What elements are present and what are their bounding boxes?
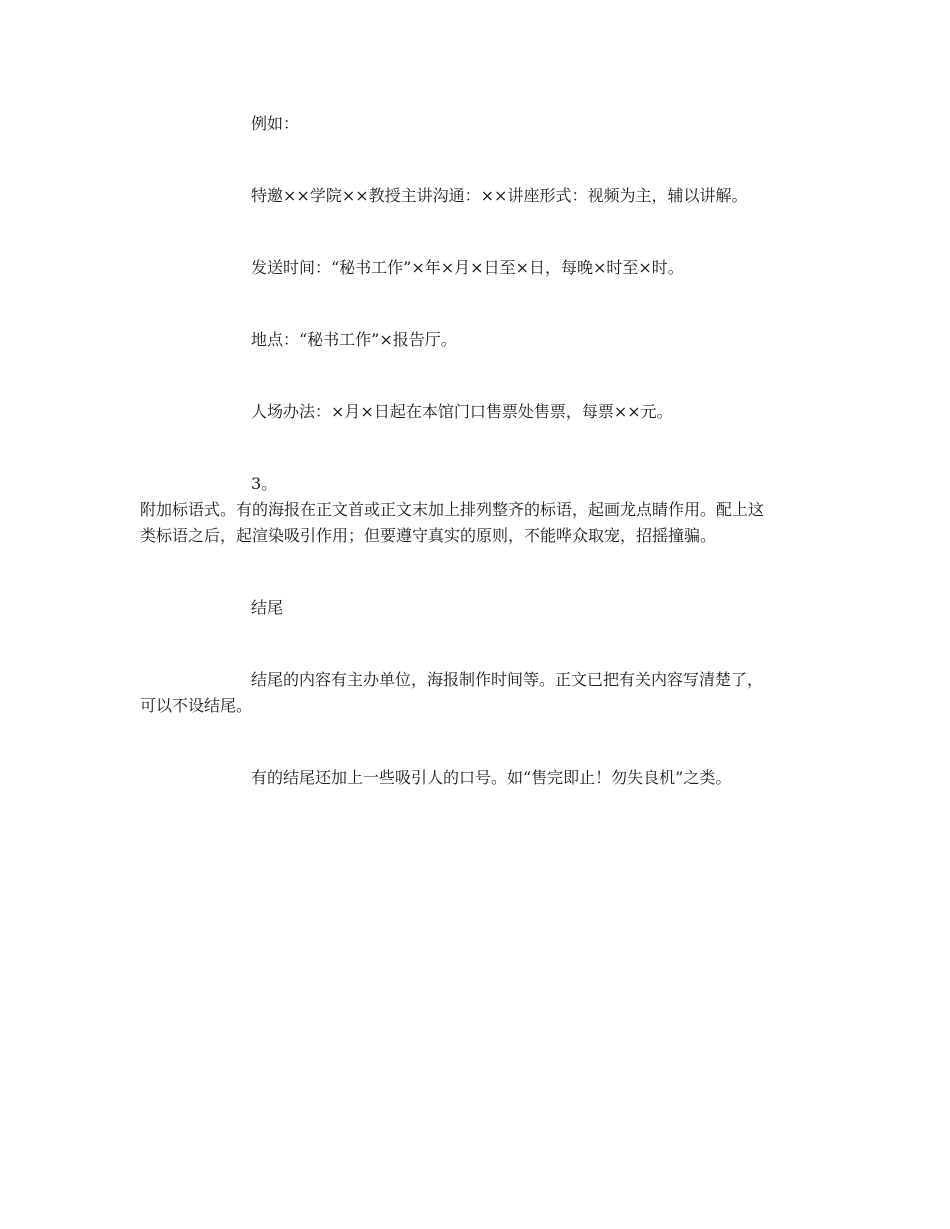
paragraph-example-intro: 例如： [251, 114, 300, 133]
paragraph-slogan-style-line1: 附加标语式。有的海报在正文首或正文末加上排列整齐的标语，起画龙点睛作用。配上这 [140, 500, 765, 519]
paragraph-send-time: 发送时间：“秘书工作”×年×月×日至×日，每晚×时至×时。 [251, 258, 684, 277]
paragraph-ending-content-line1: 结尾的内容有主办单位，海报制作时间等。正文已把有关内容写清楚了， [251, 670, 764, 689]
paragraph-section-number: 3。 [251, 474, 278, 493]
paragraph-ending-slogan: 有的结尾还加上一些吸引人的口号。如“售完即止！勿失良机”之类。 [251, 768, 732, 787]
paragraph-lecture-info: 特邀××学院××教授主讲沟通：××讲座形式：视频为主，辅以讲解。 [251, 186, 748, 205]
paragraph-ending-heading: 结尾 [251, 598, 284, 617]
paragraph-ending-content-line2: 可以不设结尾。 [140, 696, 253, 715]
paragraph-location: 地点：“秘书工作”×报告厅。 [251, 330, 457, 349]
paragraph-admission: 人场办法：×月×日起在本馆门口售票处售票，每票××元。 [251, 402, 673, 421]
paragraph-slogan-style-line2: 类标语之后，起渲染吸引作用；但要遵守真实的原则，不能哗众取宠，招摇撞骗。 [140, 526, 717, 545]
